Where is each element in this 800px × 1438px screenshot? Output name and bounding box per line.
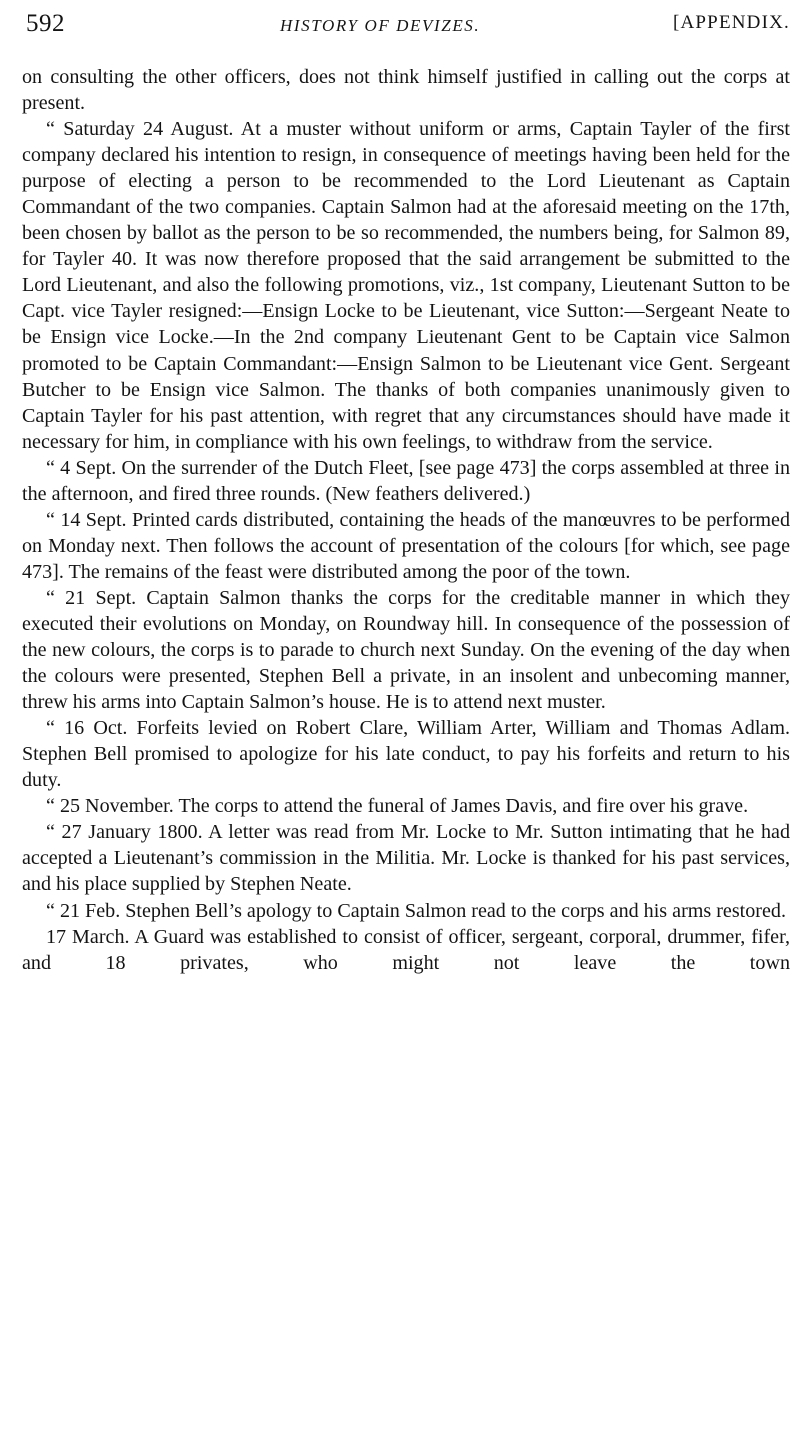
paragraph-17-march: 17 March. A Guard was established to consist of officer, sergeant, corporal, drummer, fifer, and 18 privates, who might not leave the town bbox=[22, 925, 790, 974]
paragraph-25-november: “ 25 November. The corps to attend the funeral of James Davis, and fire over his grave. bbox=[46, 795, 749, 818]
paragraph-14-sept: “ 14 Sept. Printed cards distributed, containing the heads of the manœuvres to be performed on Monday next. Then follows the account of presentation of the colours [for which, see page 473]. The remains of the feast were distributed among the poor of the town. bbox=[22, 508, 790, 583]
paragraph-24-august: “ Saturday 24 August. At a muster without uniform or arms, Captain Tayler of the first company declared his intention to resign, in consequence of meetings having been held for the purpose of electing a person to be recommended to the Lord Lieutenant as Captain Commandant of the two companies. Captain Salmon had at the aforesaid meeting on the 17th, been chosen by ballot as the person to be so recommended, the numbers being, for Salmon 89, for Tayler 40. It was now therefore proposed that the said arrangement be submitted to the Lord Lieutenant, and also the following promotions, viz., 1st company, Lieutenant Sutton to be Capt. vice Tayler resigned:—Ensign Locke to be Lieutenant, vice Sutton:—Sergeant Neate to be Ensign vice Locke.—In the 2nd company Lieutenant Gent to be Captain vice Salmon promoted to be Captain Commandant:—Ensign Salmon to be Lieutenant vice Gent. Sergeant Butcher to be Ensign vice Salmon. The thanks of both companies unanimously given to Captain Tayler for his past attention, with regret that any circumstances should have made it necessary for him, in compliance with his own feelings, to withdraw from the service. bbox=[22, 118, 790, 453]
paragraph-21-feb: “ 21 Feb. Stephen Bell’s apology to Captain Salmon read to the corps and his arms restored. bbox=[46, 899, 786, 922]
running-title: HISTORY OF DEVIZES. bbox=[280, 16, 481, 35]
page-number: 592 bbox=[26, 10, 65, 37]
section-label: [APPENDIX. bbox=[672, 12, 790, 33]
paragraph-21-sept: “ 21 Sept. Captain Salmon thanks the corps for the creditable manner in which they executed their evolutions on Monday, on Roundway hill. In consequence of the possession of the new colours, the corps is to parade to church next Sunday. On the evening of the day when the colours were presented, Stephen Bell a private, in an insolent and unbecoming manner, threw his arms into Captain Salmon’s house. He is to attend next muster. bbox=[22, 586, 790, 714]
running-head bbox=[22, 8, 790, 42]
paragraph-continuation: on consulting the other officers, does not think himself justified in calling out the corps at present. bbox=[22, 66, 790, 115]
paragraph-16-oct: “ 16 Oct. Forfeits levied on Robert Clare, William Arter, William and Thomas Adlam. Stephen Bell promised to apologize for his late conduct, to pay his forfeits and return to his duty. bbox=[22, 717, 790, 792]
book-page bbox=[22, 8, 790, 976]
paragraph-4-sept: “ 4 Sept. On the surrender of the Dutch Fleet, [see page 473] the corps assembled at three in the afternoon, and fired three rounds. (New feathers delivered.) bbox=[22, 456, 790, 505]
body-text bbox=[22, 64, 790, 976]
paragraph-27-january-1800: “ 27 January 1800. A letter was read from Mr. Locke to Mr. Sutton intimating that he had accepted a Lieutenant’s commission in the Militia. Mr. Locke is thanked for his past services, and his place supplied by Stephen Neate. bbox=[22, 821, 790, 896]
